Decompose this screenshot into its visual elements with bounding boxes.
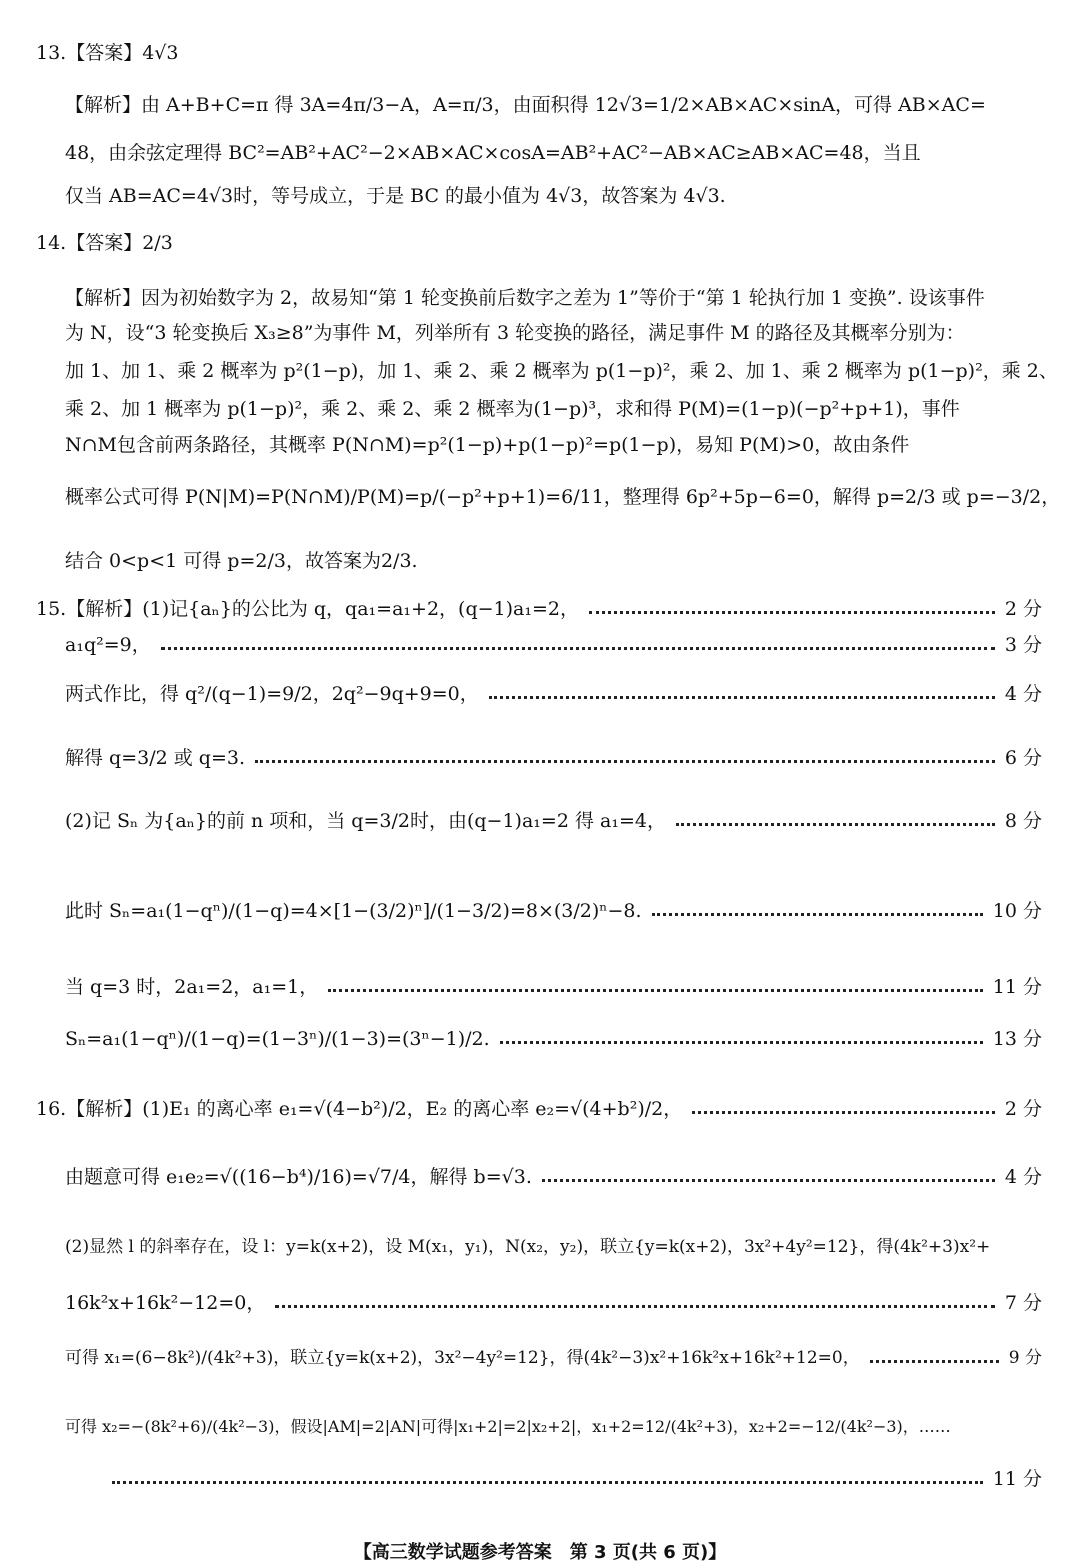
q14-line-6: 概率公式可得 P(N|M)=P(N∩M)/P(M)=p/(−p²+p+1)=6/11，整理得 6p²+5p−6=0，解得 p=2/3 或 p=−3/2， xyxy=(65,486,1061,508)
leader-dots xyxy=(676,823,995,826)
q16-line-2: 由题意可得 e₁e₂=√((16−b⁴)/16)=√7/4，解得 b=√3. 4 分 xyxy=(65,1166,1042,1188)
q14-line-2: 为 N，设“3 轮变换后 X₃≥8”为事件 M，列举所有 3 轮变换的路径，满足事件 M 的路径及其概率分别为： xyxy=(65,322,965,344)
leader-dots xyxy=(112,1481,983,1484)
q13-line-3: 仅当 AB=AC=4√3时，等号成立，于是 BC 的最小值为 4√3，故答案为 4√3. xyxy=(65,185,726,207)
q16-line-1: 16.【解析】(1)E₁ 的离心率 e₁=√(4−b²)/2，E₂ 的离心率 e₂=√(4+b²)/2， 2 分 xyxy=(36,1098,1042,1120)
score-mark: 11 分 xyxy=(992,1468,1042,1490)
q16-line-3: (2)显然 l 的斜率存在，设 l：y=k(x+2)，设 M(x₁，y₁)，N(x₂，y₂)，联立{y=k(x+2)，3x²+4y²=12}，得(4k²+3)x²+ xyxy=(65,1237,991,1257)
q14-line-5: N∩M包含前两条路径，其概率 P(N∩M)=p²(1−p)+p(1−p)²=p(1−p)，易知 P(M)>0，故由条件 xyxy=(65,434,910,456)
score-mark: 13 分 xyxy=(992,1028,1042,1050)
q15-line-5: (2)记 Sₙ 为{aₙ}的前 n 项和，当 q=3/2时，由(q−1)a₁=2 得 a₁=4， 8 分 xyxy=(65,810,1042,832)
page-footer: 【高三数学试题参考答案 第 3 页(共 6 页)】 xyxy=(353,1542,727,1563)
score-mark: 10 分 xyxy=(992,900,1042,922)
leader-dots xyxy=(589,611,995,614)
q15-line-1: 15.【解析】(1)记{aₙ}的公比为 q，qa₁=a₁+2，(q−1)a₁=2， 2 分 xyxy=(36,598,1042,620)
score-mark: 2 分 xyxy=(1004,1098,1042,1120)
q13-answer: 13.【答案】4√3 xyxy=(36,42,179,64)
leader-dots xyxy=(652,913,983,916)
leader-dots xyxy=(870,1360,999,1363)
score-mark: 4 分 xyxy=(1004,683,1042,705)
score-mark: 9 分 xyxy=(1008,1348,1042,1368)
q15-line-3: 两式作比，得 q²/(q−1)=9/2，2q²−9q+9=0， 4 分 xyxy=(65,683,1042,705)
leader-dots xyxy=(328,989,983,992)
score-mark: 4 分 xyxy=(1004,1166,1042,1188)
q14-line-3: 加 1、加 1、乘 2 概率为 p²(1−p)，加 1、乘 2、乘 2 概率为 p(1−p)²，乘 2、加 1、乘 2 概率为 p(1−p)²，乘 2、 xyxy=(65,360,1058,382)
q14-line-7: 结合 0<p<1 可得 p=2/3，故答案为2/3. xyxy=(65,550,418,572)
q15-line-6: 此时 Sₙ=a₁(1−qⁿ)/(1−q)=4×[1−(3/2)ⁿ]/(1−3/2)=8×(3/2)ⁿ−8. 10 分 xyxy=(65,900,1042,922)
q16-line-7 xyxy=(112,1466,1042,1492)
q15-line-2: a₁q²=9， 3 分 xyxy=(65,634,1042,656)
score-mark: 6 分 xyxy=(1004,747,1042,769)
leader-dots xyxy=(275,1305,995,1308)
q14-line-1: 【解析】因为初始数字为 2，故易知“第 1 轮变换前后数字之差为 1”等价于“第 1 轮执行加 1 变换”. 设该事件 xyxy=(65,287,985,309)
score-mark: 7 分 xyxy=(1004,1292,1042,1314)
score-mark: 2 分 xyxy=(1004,598,1042,620)
leader-dots xyxy=(542,1179,995,1182)
leader-dots xyxy=(692,1111,995,1114)
leader-dots xyxy=(255,760,995,763)
leader-dots xyxy=(500,1041,983,1044)
q16-line-5: 可得 x₁=(6−8k²)/(4k²+3)，联立{y=k(x+2)，3x²−4y²=12}，得(4k²−3)x²+16k²x+16k²+12=0， 9 分 xyxy=(65,1345,1042,1371)
q14-line-4: 乘 2、加 1 概率为 p(1−p)²，乘 2、乘 2、乘 2 概率为(1−p)³，求和得 P(M)=(1−p)(−p²+p+1)，事件 xyxy=(65,398,960,420)
leader-dots xyxy=(161,647,995,650)
score-mark: 11 分 xyxy=(992,976,1042,998)
leader-dots xyxy=(489,696,995,699)
q13-line-2: 48，由余弦定理得 BC²=AB²+AC²−2×AB×AC×cosA=AB²+AC²−AB×AC≥AB×AC=48，当且 xyxy=(65,142,921,164)
q16-line-4: 16k²x+16k²−12=0， 7 分 xyxy=(65,1292,1042,1314)
q15-line-8: Sₙ=a₁(1−qⁿ)/(1−q)=(1−3ⁿ)/(1−3)=(3ⁿ−1)/2. 13 分 xyxy=(65,1028,1042,1050)
score-mark: 3 分 xyxy=(1004,634,1042,656)
q16-line-6: 可得 x₂=−(8k²+6)/(4k²−3)，假设|AM|=2|AN|可得|x₁+2|=2|x₂+2|，x₁+2=12/(4k²+3)，x₂+2=−12/(4k²−3)，…… xyxy=(65,1417,951,1436)
q15-line-7: 当 q=3 时，2a₁=2，a₁=1， 11 分 xyxy=(65,976,1042,998)
q14-answer: 14.【答案】2/3 xyxy=(36,232,173,254)
q15-line-4: 解得 q=3/2 或 q=3. 6 分 xyxy=(65,747,1042,769)
q13-line-1: 【解析】由 A+B+C=π 得 3A=4π/3−A，A=π/3，由面积得 12√3=1/2×AB×AC×sinA，可得 AB×AC= xyxy=(65,94,986,116)
score-mark: 8 分 xyxy=(1004,810,1042,832)
